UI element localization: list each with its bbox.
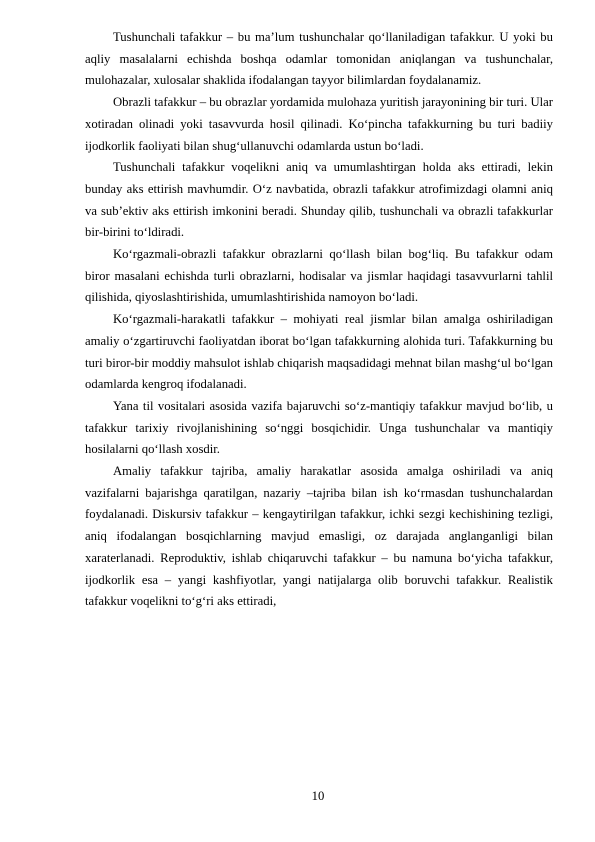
paragraph-visual-action-thinking: Ko‘rgazmali-harakatli tafakkur – mohiyati real jismlar bilan amalga oshiriladigan amaliy o‘zgartiruvchi faoliyatdan iborat bo‘lgan tafakkurning alohida turi. Tafakkurning bu turi biror-bir moddiy mahsulot ishlab chiqarish maqsadidagi mehnat bilan mashg‘ul bo‘lgan odamlarda kengroq ifodalanadi.: [85, 312, 553, 392]
paragraph-conceptual-thinking: Tushunchali tafakkur – bu ma’lum tushunchalar qo‘llaniladigan tafakkur. U yoki bu aqliy masalalarni echishda boshqa odamlar tomonidan aniqlangan va tushunchalar, mulohazalar, xulosalar shaklida ifodalangan tayyor bilimlardan foydalanamiz.: [85, 30, 553, 88]
paragraph-practical-thinking: Amaliy tafakkur tajriba, amaliy harakatlar asosida amalga oshiriladi va aniq vazifalarni bajarishga qaratilgan, nazariy –tajriba bilan ish ko‘rmasdan tushunchalardan foydalanadi. Diskursiv tafakkur – kengaytirilgan tafakkur, ichki sezgi kechishining tezligi, aniq ifodalangan bosqichlarning mavjud emasligi, oz darajada anglanganligi bilan xaraterlanadi. Reproduktiv, ishlab chiqaruvchi tafakkur – bu namuna bo‘yicha tafakkur, ijodkorlik esa – yangi kashfiyotlar, yangi natijalarga olib boruvchi tafakkur. Realistik tafakkur voqelikni to‘g‘ri aks ettiradi,: [85, 464, 553, 609]
paragraph-verbal-logical-thinking: Yana til vositalari asosida vazifa bajaruvchi so‘z-mantiqiy tafakkur mavjud bo‘lib, u tafakkur tarixiy rivojlanishining so‘nggi bosqichidir. Unga tushunchalar va mantiqiy hosilalarni qo‘llash xosdir.: [85, 398, 553, 457]
paragraph-imaginative-thinking: Obrazli tafakkur – bu obrazlar yordamida mulohaza yuritish jarayonining bir turi. Ular xotiradan olinadi yoki tasavvurda hosil qilinadi. Ko‘pincha tafakkurning bu turi badiiy ijodkorlik faoliyati bilan shug‘ullanuvchi odamlarda ustun bo‘ladi.: [85, 95, 553, 153]
body-text: [85, 27, 553, 613]
page-number: 10: [311, 789, 325, 803]
paragraph-complementary-thinking: Tushunchali tafakkur voqelikni aniq va umumlashtirgan holda aks ettiradi, lekin bunday aks ettirish mavhumdir. O‘z navbatida, obrazli tafakkur atrofimizdagi olamni aniq va sub’ektiv aks ettirish imkonini beradi. Shunday qilib, tushunchali va obrazli tafakkurlar bir-birini to‘ldiradi.: [85, 160, 553, 240]
paragraph-visual-figurative-thinking: Ko‘rgazmali-obrazli tafakkur obrazlarni qo‘llash bilan bog‘liq. Bu tafakkur odam biror masalani echishda turli obrazlarni, hodisalar va jismlar haqidagi tasavvurlarni tahlil qilishida, qiyoslashtirishida, umumlashtirishida namoyon bo‘ladi.: [85, 247, 553, 305]
